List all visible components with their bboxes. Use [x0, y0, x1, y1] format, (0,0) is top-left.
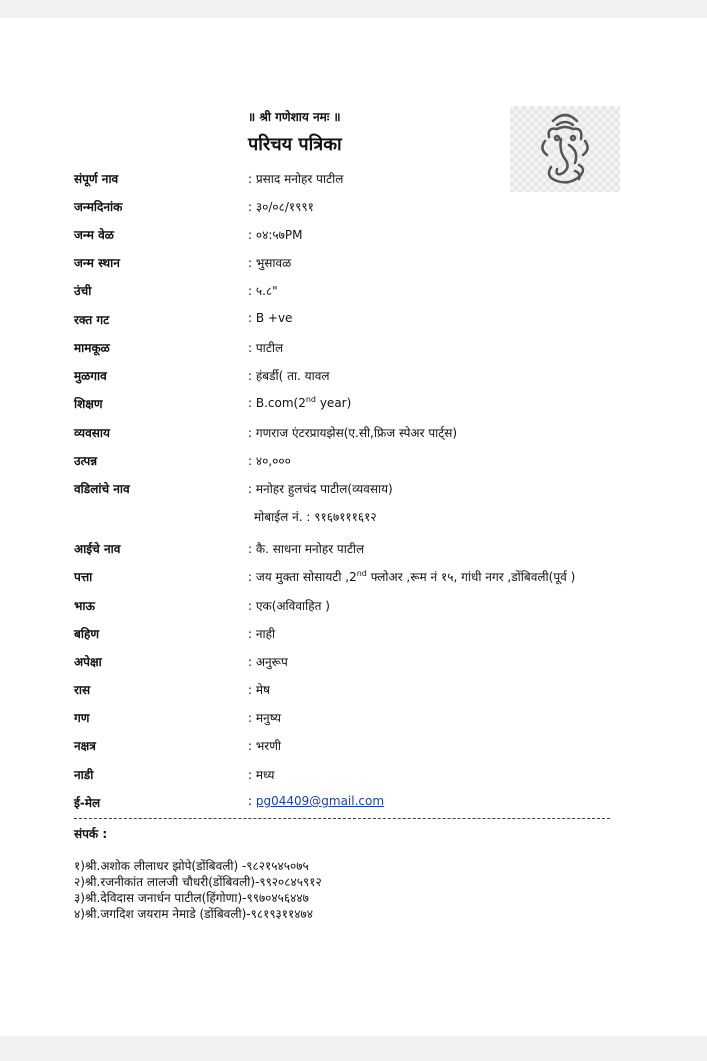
invocation: ॥ श्री गणेशाय नमः ॥: [248, 110, 341, 124]
field-blood-group: [0, 311, 707, 329]
field-value: : कै. साधना मनोहर पाटील: [248, 542, 365, 556]
field-maternal-clan: [0, 339, 707, 357]
field-value: : ०४:५७PM: [248, 228, 303, 242]
father-mobile: मोबाईल नं. : ९१६७१११६१२: [254, 510, 377, 524]
field-sister: [0, 625, 707, 643]
field-value: : मनुष्य: [248, 711, 281, 725]
field-value: : पाटील: [248, 341, 284, 355]
field-value: : मध्य: [248, 768, 275, 782]
field-value: : एक(अविवाहित ): [248, 599, 330, 613]
field-value: : ४०,०००: [248, 454, 291, 468]
field-label: उंची: [74, 284, 92, 298]
field-label: गण: [74, 711, 90, 725]
field-value: : B.com(2nd year): [248, 395, 352, 410]
field-mother-name: [0, 540, 707, 558]
field-label: रक्त गट: [74, 313, 110, 327]
field-height: [0, 282, 707, 300]
field-value: : मनोहर हुलचंद पाटील(व्यवसाय): [248, 482, 393, 496]
field-label: भाऊ: [74, 599, 95, 613]
field-occupation: [0, 424, 707, 442]
contact-item: १)श्री.अशोक लीलाधर झोपे(डोंबिवली) -९८२१५४५०७५: [74, 859, 309, 873]
field-label: उत्पन्न: [74, 454, 98, 468]
field-income: [0, 452, 707, 470]
field-nakshatra: [0, 737, 707, 755]
field-value: : भुसावळ: [248, 256, 292, 270]
contact-list: [74, 858, 322, 922]
field-label: ई-मेल: [74, 796, 101, 810]
field-value: : pg04409@gmail.com: [248, 794, 385, 808]
document-title: परिचय पत्रिका: [248, 134, 342, 155]
field-address: [0, 568, 707, 586]
field-label: नाडी: [74, 768, 94, 782]
field-birth-time: [0, 226, 707, 244]
field-label: वडिलांचे नाव: [74, 482, 130, 496]
field-value: : हंबर्डी( ता. यावल: [248, 369, 330, 383]
field-label: आईचे नाव: [74, 542, 121, 556]
field-label: अपेक्षा: [74, 655, 102, 669]
contact-item: ३)श्री.देविदास जनार्धन पाटील(हिंगोणा)-९९७०४५६४४७: [74, 891, 309, 905]
field-label: व्यवसाय: [74, 426, 110, 440]
contact-item: २)श्री.रजनीकांत लालजी चौधरी(डोंबिवली)-९९२०८४५९१२: [74, 875, 322, 889]
field-native-village: [0, 367, 707, 385]
field-label: जन्मदिनांक: [74, 200, 123, 214]
field-value: : जय मुक्ता सोसायटी ,2nd फ्लोअर ,रूम नं १५, गांधी नगर ,डोंबिवली(पूर्व ): [248, 569, 576, 584]
field-label: पत्ता: [74, 570, 93, 584]
field-nadi: [0, 766, 707, 784]
field-value: : ३०/०८/१९९१: [248, 200, 314, 214]
field-value: : गणराज एंटरप्रायझेस(ए.सी,फ्रिज स्पेअर पार्ट्स): [248, 426, 458, 440]
field-father-name: [0, 480, 707, 498]
field-label: बहिण: [74, 627, 100, 641]
field-value: : प्रसाद मनोहर पाटील: [248, 172, 344, 186]
contact-heading: संपर्क :: [74, 827, 108, 841]
field-label: रास: [74, 683, 91, 697]
field-email: [0, 794, 707, 812]
field-brother: [0, 597, 707, 615]
field-value: : अनुरूप: [248, 655, 288, 669]
field-birth-place: [0, 254, 707, 272]
field-label: जन्म स्थान: [74, 256, 120, 270]
field-value: : ५.८": [248, 284, 278, 298]
field-value: : मेष: [248, 683, 270, 697]
field-gan: [0, 709, 707, 727]
field-label: नक्षत्र: [74, 739, 96, 753]
field-label: मामकूळ: [74, 341, 110, 355]
field-label: शिक्षण: [74, 397, 103, 411]
field-label: मुळगाव: [74, 369, 107, 383]
field-value: : नाही: [248, 627, 276, 641]
field-full-name: [0, 170, 707, 188]
contact-item: ४)श्री.जगदिश जयराम नेमाडे (डोंबिवली)-९८१९३११४७४: [74, 907, 314, 921]
field-value: : B +ve: [248, 311, 293, 325]
field-birth-date: [0, 198, 707, 216]
field-education: [0, 395, 707, 413]
email-link[interactable]: pg04409@gmail.com: [255, 794, 385, 808]
divider: [74, 818, 610, 819]
field-expectation: [0, 653, 707, 671]
field-zodiac: [0, 681, 707, 699]
document-page: [0, 18, 707, 1036]
field-value: : भरणी: [248, 739, 281, 753]
field-label: जन्म वेळ: [74, 228, 114, 242]
field-label: संपूर्ण नाव: [74, 172, 119, 186]
